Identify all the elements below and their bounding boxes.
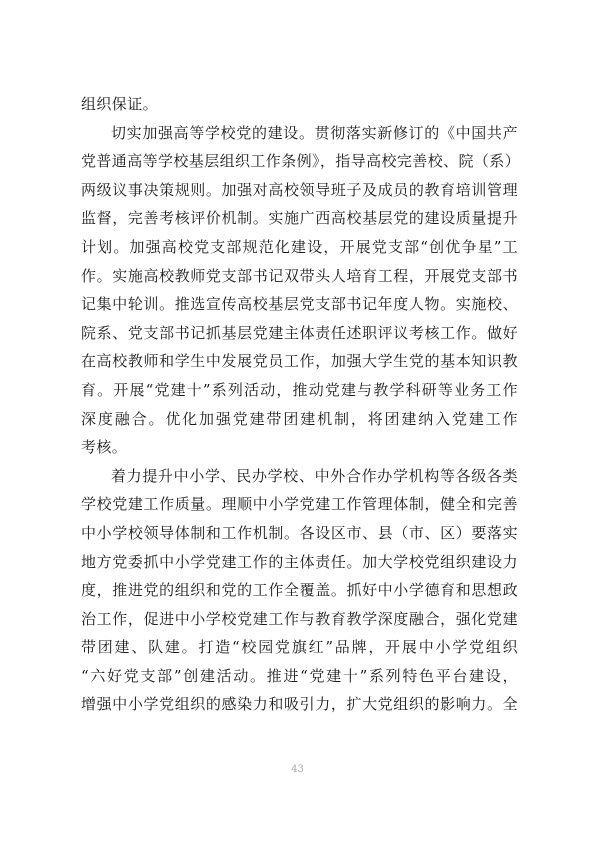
text-line: 地方党委抓中小学党建工作的主体责任。加大学校党组织建设力 <box>81 552 518 571</box>
text-line: 两级议事决策规则。加强对高校领导班子及成员的教育培训管理 <box>81 180 518 199</box>
body-text <box>81 90 521 719</box>
paragraph-first-line: 着力提升中小学、民办学校、中外合作办学机构等各级各类 <box>111 466 518 485</box>
text-line: 学校党建工作质量。理顺中小学党建工作管理体制，健全和完善 <box>81 495 518 514</box>
text-line: 深度融合。优化加强党建带团建机制，将团建纳入党建工作 <box>81 409 518 428</box>
text-line: 带团建、队建。打造“校园党旗红”品牌，开展中小学党组织 <box>81 638 518 657</box>
text-line: 度，推进党的组织和党的工作全覆盖。抓好中小学德育和思想政 <box>81 581 518 600</box>
text-line: 在高校教师和学生中发展党员工作，加强大学生党的基本知识教 <box>81 352 518 371</box>
text-line: 记集中轮训。推选宣传高校基层党支部书记年度人物。实施校、 <box>81 295 518 314</box>
text-line: 党普通高等学校基层组织工作条例》，指导高校完善校、院（系） <box>81 152 521 171</box>
text-line: 院系、党支部书记抓基层党建主体责任述职评议考核工作。做好 <box>81 323 518 342</box>
text-line: “六好党支部”创建活动。推进“党建十”系列特色平台建设， <box>81 666 518 685</box>
text-line: 增强中小学党组织的感染力和吸引力，扩大党组织的影响力。全 <box>81 695 518 714</box>
text-line: 组织保证。 <box>81 95 159 113</box>
text-line: 考核。 <box>81 438 128 457</box>
text-line: 中小学校领导体制和工作机制。各设区市、县（市、区）要落实 <box>81 523 518 542</box>
text-line: 治工作，促进中小学校党建工作与教育教学深度融合，强化党建 <box>81 609 518 628</box>
page-number: 43 <box>291 764 304 775</box>
text-line: 作。实施高校教师党支部书记双带头人培育工程，开展党支部书 <box>81 266 518 285</box>
text-line: 监督，完善考核评价机制。实施广西高校基层党的建设质量提升 <box>81 209 518 228</box>
text-line: 育。开展“党建十”系列活动，推动党建与教学科研等业务工作 <box>81 380 518 399</box>
text-line: 计划。加强高校党支部规范化建设，开展党支部“创优争星”工 <box>81 237 518 256</box>
paragraph-first-line: 切实加强高等学校党的建设。贯彻落实新修订的《中国共产 <box>111 123 518 142</box>
